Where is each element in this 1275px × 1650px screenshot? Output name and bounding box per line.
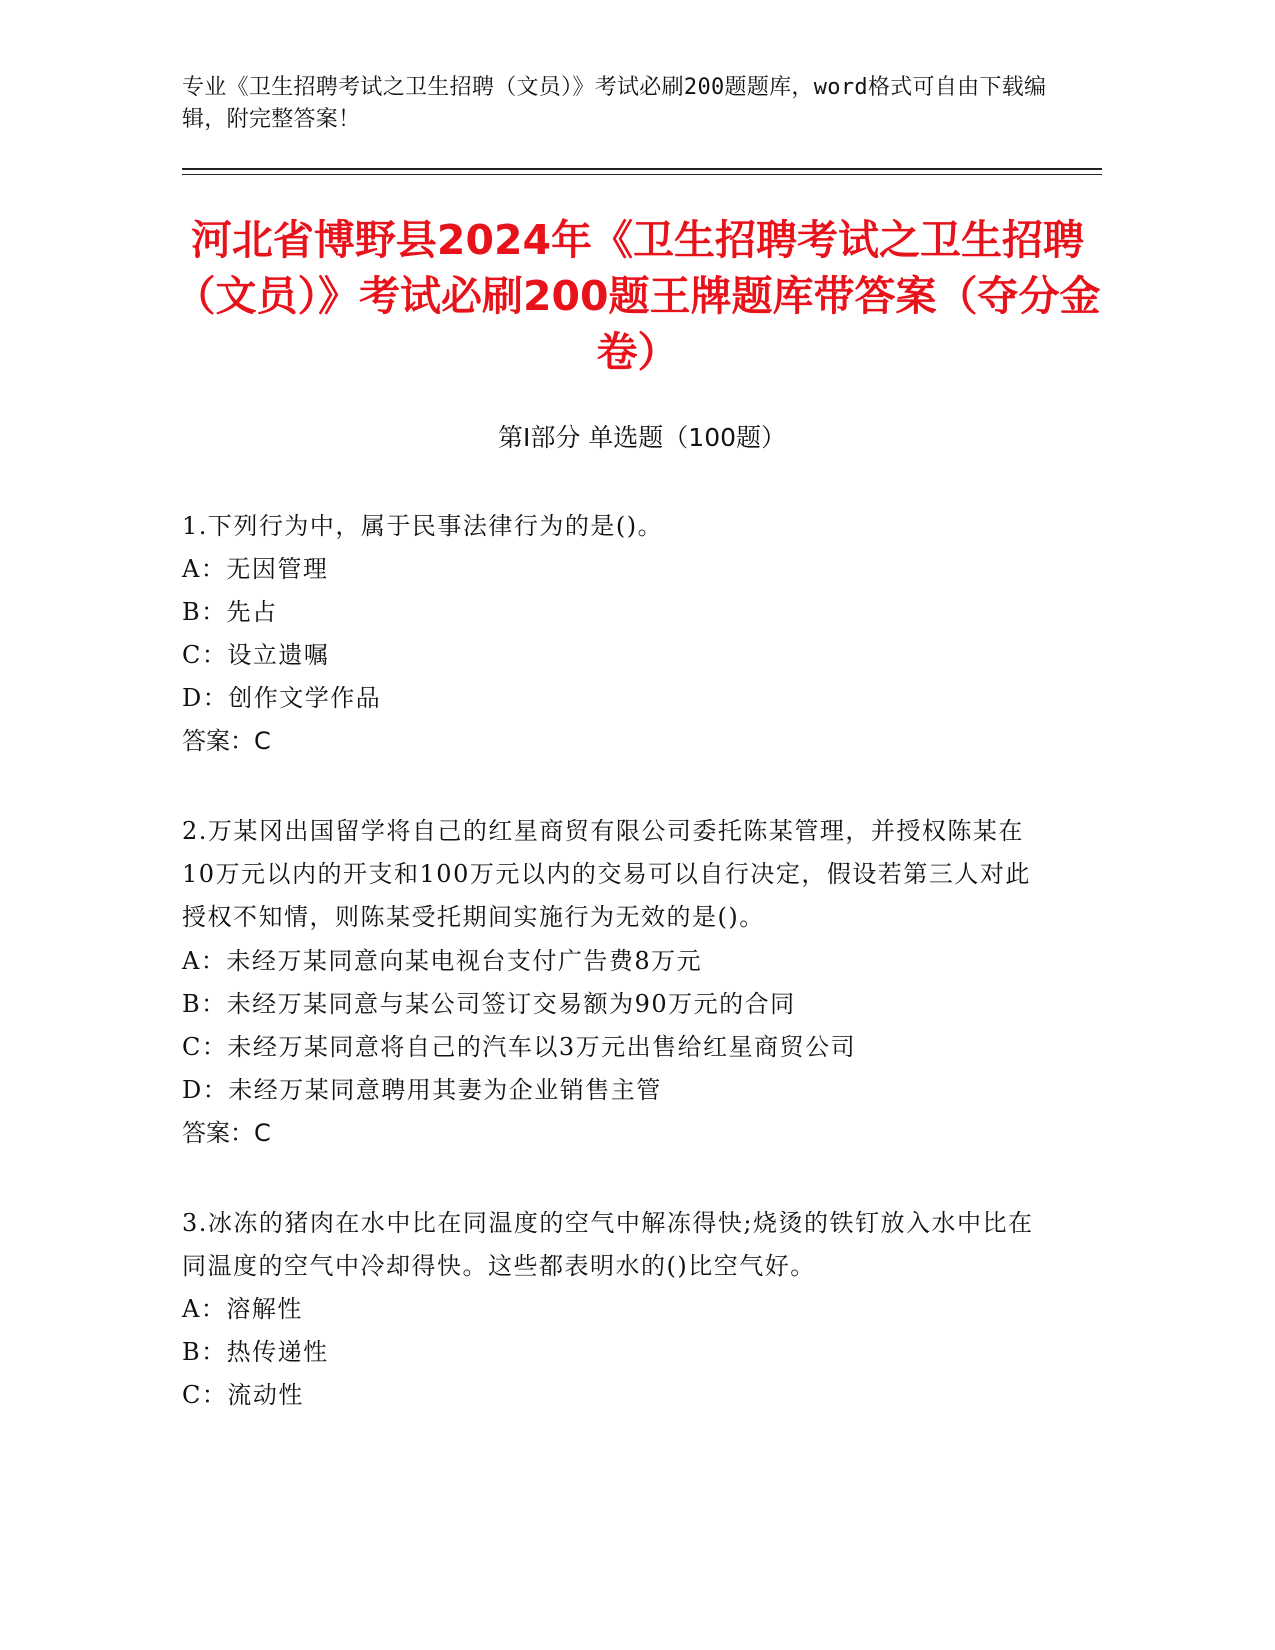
question-1-answer: 答案：C xyxy=(182,727,271,755)
question-1-option-b: B：先占 xyxy=(182,598,278,626)
question-3-option-b: B：热传递性 xyxy=(182,1338,329,1366)
question-2-stem: 2.万某冈出国留学将自己的红星商贸有限公司委托陈某管理，并授权陈某在10万元以内的开支和100万元以内的交易可以自行决定，假设若第三人对此授权不知情，则陈某受托期间实施行为无效的是()。 xyxy=(182,817,1031,931)
question-1-option-a: A：无因管理 xyxy=(182,555,329,583)
question-2-option-c: C：未经万某同意将自己的汽车以3万元出售给红星商贸公司 xyxy=(182,1033,857,1061)
question-2-option-b: B：未经万某同意与某公司签订交易额为90万元的合同 xyxy=(182,990,796,1018)
question-2-option-d: D：未经万某同意聘用其妻为企业销售主管 xyxy=(182,1076,662,1104)
question-2-option-a: A：未经万某同意向某电视台支付广告费8万元 xyxy=(182,947,703,975)
question-3-option-c: C：流动性 xyxy=(182,1381,304,1409)
question-3-option-a: A：溶解性 xyxy=(182,1295,303,1323)
document-title: 河北省博野县2024年《卫生招聘考试之卫生招聘（文员）》考试必刷200题王牌题库带答案（夺分金卷） xyxy=(174,216,1101,376)
question-2-answer: 答案：C xyxy=(182,1119,271,1147)
question-1-option-c: C：设立遗嘱 xyxy=(182,641,330,669)
header-note: 专业《卫生招聘考试之卫生招聘（文员）》考试必刷200题题库，word格式可自由下载编辑，附完整答案！ xyxy=(182,75,1047,132)
header-divider-thin xyxy=(182,174,1102,175)
question-3-stem: 3.冰冻的猪肉在水中比在同温度的空气中解冻得快;烧烫的铁钉放入水中比在同温度的空气中冷却得快。这些都表明水的()比空气好。 xyxy=(182,1209,1034,1280)
question-1-option-d: D：创作文学作品 xyxy=(182,684,382,712)
header-divider xyxy=(182,168,1102,170)
question-1-stem: 1.下列行为中，属于民事法律行为的是()。 xyxy=(182,512,664,540)
section-title: 第Ⅰ部分 单选题（100题） xyxy=(497,423,787,452)
